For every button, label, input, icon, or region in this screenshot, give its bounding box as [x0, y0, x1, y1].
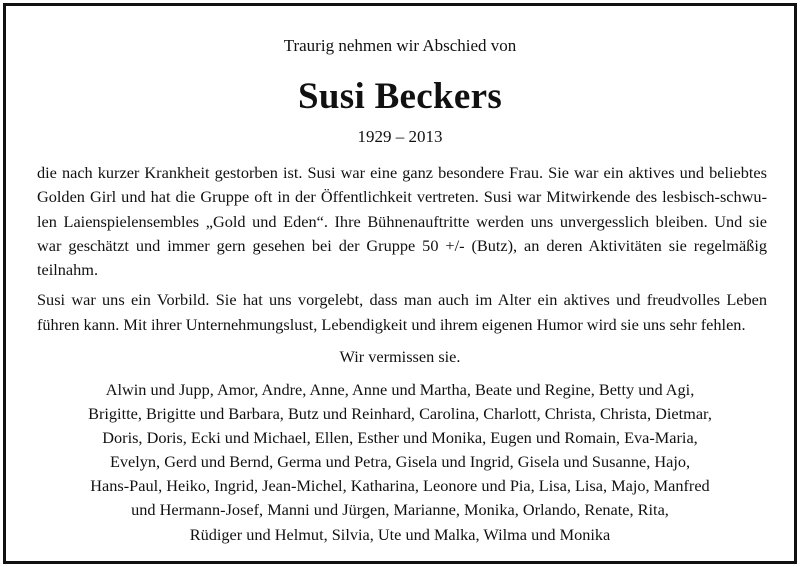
text-line: Susi war uns ein Vorbild. Sie hat uns vorgelebt, dass man auch im Alter ein aktives und freudvolles Leben	[37, 290, 767, 310]
obituary-text	[37, 161, 767, 337]
mourners-line: Evelyn, Gerd und Bernd, Germa und Petra, Gisela und Ingrid, Gisela und Susanne, Hajo,	[109, 452, 691, 472]
mourners-line: Brigitte, Brigitte und Barbara, Butz und Reinhard, Carolina, Charlott, Christa, Christa, Dietmar,	[88, 404, 712, 424]
life-dates: 1929 – 2013	[357, 127, 443, 146]
text-line: len Laienspielensembles „Gold und Eden“. Ihre Bühnenauftritte werden uns unvergesslich bleiben. Und sie	[37, 211, 767, 231]
mourners-line: Alwin und Jupp, Amor, Andre, Anne, Anne und Martha, Beate und Regine, Betty und Agi,	[105, 380, 695, 399]
text-line: führen kann. Mit ihrer Unternehmungslust, Lebendigkeit und ihrem eigenen Humor wird sie uns sehr fehlen.	[37, 314, 746, 334]
paragraph-2	[37, 288, 767, 337]
intro-line: Traurig nehmen wir Abschied von	[283, 36, 517, 55]
text-line: war geschätzt und immer gern gesehen bei der Gruppe 50 +/- (Butz), an deren Aktivitäten sie regelmäßig	[37, 235, 767, 255]
mourners-line: Hans-Paul, Heiko, Ingrid, Jean-Michel, Katharina, Leonore und Pia, Lisa, Lisa, Majo, Manfred	[90, 476, 710, 496]
mourners-line: und Hermann-Josef, Manni und Jürgen, Marianne, Monika, Orlando, Renate, Rita,	[131, 500, 669, 520]
text-line: teilnahm.	[37, 260, 99, 280]
obituary-notice	[3, 3, 797, 564]
mourners-list	[6, 378, 794, 547]
closing-line: Wir vermissen sie.	[339, 347, 461, 366]
mourners-line: Doris, Doris, Ecki und Michael, Ellen, Esther und Monika, Eugen und Romain, Eva-Maria,	[102, 428, 698, 448]
text-line: die nach kurzer Krankheit gestorben ist. Susi war eine ganz besondere Frau. Sie war ein aktives und beliebtes	[37, 163, 767, 182]
text-line: Golden Girl und hat die Gruppe oft in der Öffentlichkeit vertreten. Susi war Mitwirkende des lesbisch-schwu-	[37, 187, 767, 207]
paragraph-1	[37, 161, 767, 282]
deceased-name: Susi Beckers	[297, 76, 503, 117]
mourners-line: Rüdiger und Helmut, Silvia, Ute und Malka, Wilma und Monika	[189, 524, 611, 544]
